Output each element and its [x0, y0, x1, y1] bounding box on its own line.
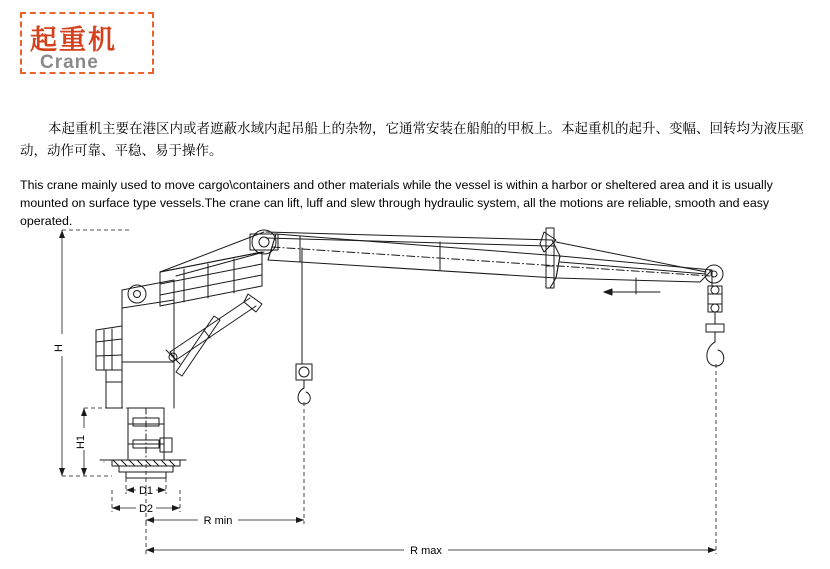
- auxiliary-hook-block: [296, 262, 312, 404]
- dimension-label-H: H: [53, 344, 65, 352]
- logo-title-english: Crane: [40, 52, 99, 73]
- dimension-H: [55, 230, 132, 476]
- crane-house: [96, 280, 174, 408]
- hoist-ropes: [266, 238, 706, 272]
- logo-title-chinese: 起重机: [30, 25, 117, 56]
- crane-boom: [268, 234, 712, 295]
- dimension-label-D2: D2: [138, 503, 154, 515]
- dimension-label-H1: H1: [75, 434, 87, 450]
- crane-mast: [160, 228, 560, 288]
- rear-platform: [160, 230, 278, 306]
- crane-technical-drawing: [0, 212, 830, 569]
- crane-pedestal: [128, 408, 172, 460]
- dimension-Rmin: [146, 402, 304, 526]
- dimension-label-Rmax: R max: [410, 545, 442, 557]
- crane-base: [100, 460, 186, 478]
- dimension-label-D1: D1: [138, 485, 154, 497]
- main-hook-block: [705, 265, 724, 366]
- dimension-label-Rmin: R min: [203, 515, 233, 527]
- description-english: This crane mainly used to move cargo\containers and other materials while the vessel is within a harbor or sheltered area and it is usually mounted on surface type vessels.The crane can lift, luff and slew through hydraulic system, all the motions are reliable, smooth and easy operated.: [20, 178, 773, 228]
- support-strut: [176, 316, 220, 376]
- description-chinese: 本起重机主要在港区内或者遮蔽水域内起吊船上的杂物，它通常安装在船舶的甲板上。本起重机的起升、变幅、回转均为液压驱动，动作可靠、平稳、易于操作。: [20, 121, 804, 159]
- dimension-Rmax: [146, 364, 716, 556]
